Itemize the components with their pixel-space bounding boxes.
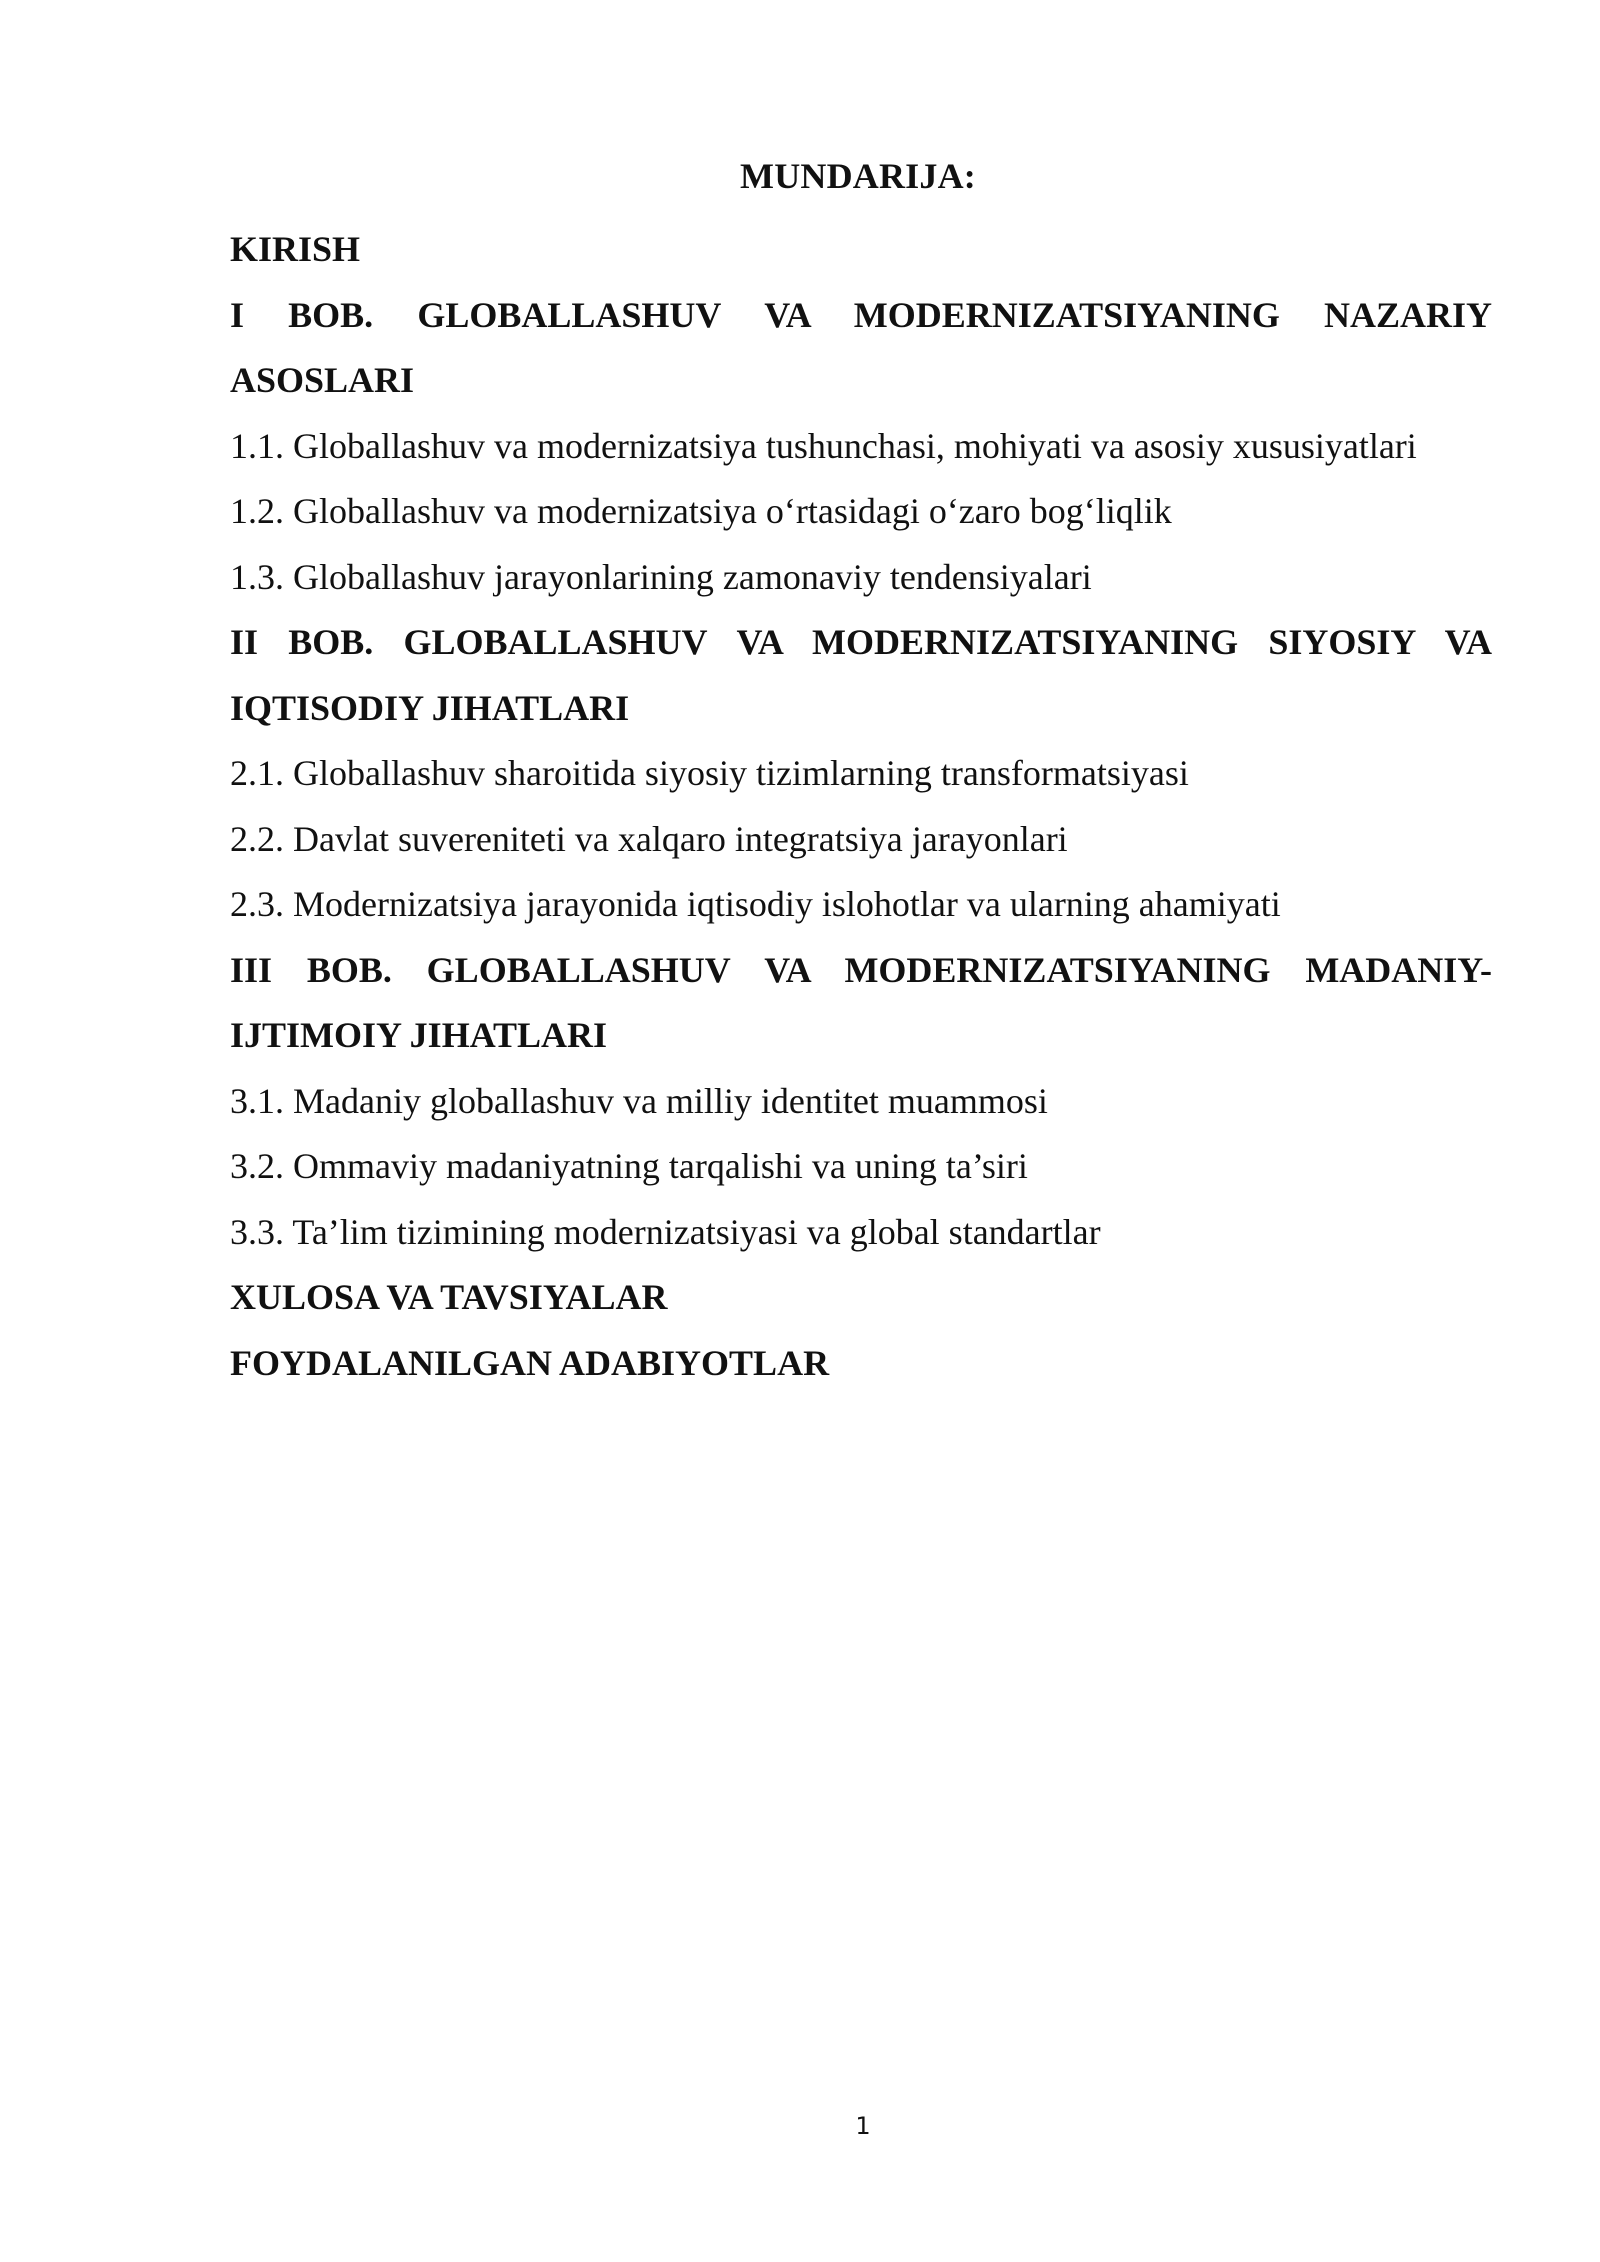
- toc-heading-chapter-1: I BOB. GLOBALLASHUV VA MODERNIZATSIYANING NAZARIY ASOSLARI: [230, 294, 1492, 400]
- toc-item-2-3: 2.3. Modernizatsiya jarayonida iqtisodiy islohotlar va ularning ahamiyati: [230, 884, 1281, 924]
- toc-item-2-2: 2.2. Davlat suvereniteti va xalqaro integratsiya jarayonlari: [230, 818, 1068, 859]
- toc-item-1-2: 1.2. Globallashuv va modernizatsiya o‘rtasidagi o‘zaro bog‘liqlik: [230, 491, 1172, 531]
- table-of-contents: [230, 217, 1492, 1396]
- toc-heading-chapter-2: II BOB. GLOBALLASHUV VA MODERNIZATSIYANING SIYOSIY VA IQTISODIY JIHATLARI: [230, 622, 1492, 728]
- toc-item-3-2: 3.2. Ommaviy madaniyatning tarqalishi va uning ta’siri: [230, 1146, 1028, 1186]
- toc-heading-conclusion: XULOSA VA TAVSIYALAR: [230, 1277, 668, 1317]
- toc-item-1-1: 1.1. Globallashuv va modernizatsiya tushunchasi, mohiyati va asosiy xususiyatlari: [230, 425, 1417, 466]
- toc-item-3-3: 3.3. Ta’lim tizimining modernizatsiyasi va global standartlar: [230, 1211, 1101, 1252]
- page-title: MUNDARIJA:: [740, 156, 976, 196]
- toc-heading-references: FOYDALANILGAN ADABIYOTLAR: [230, 1342, 830, 1383]
- toc-item-3-1: 3.1. Madaniy globallashuv va milliy identitet muammosi: [230, 1080, 1048, 1121]
- toc-heading-introduction: KIRISH: [230, 229, 361, 269]
- toc-item-1-3: 1.3. Globallashuv jarayonlarining zamonaviy tendensiyalari: [230, 556, 1092, 597]
- page-number: 1: [855, 2112, 871, 2140]
- toc-heading-chapter-3: III BOB. GLOBALLASHUV VA MODERNIZATSIYANING MADANIY-IJTIMOIY JIHATLARI: [230, 949, 1492, 1055]
- toc-item-2-1: 2.1. Globallashuv sharoitida siyosiy tizimlarning transformatsiyasi: [230, 753, 1189, 793]
